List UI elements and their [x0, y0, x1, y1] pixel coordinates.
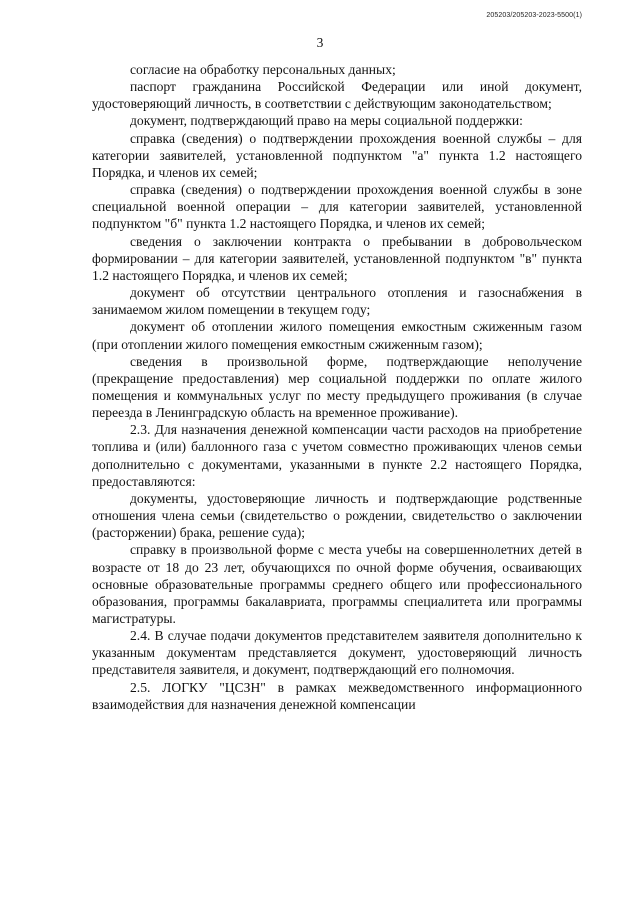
paragraph: сведения о заключении контракта о пребывании в добровольческом формировании – для категории заявителей, установленной подпунктом "в" пункта 1.2 настоящего Порядка, и членов их семей; [92, 233, 582, 283]
document-number: 205203/205203-2023-5500(1) [486, 12, 582, 19]
paragraph: 2.5. ЛОГКУ "ЦСЗН" в рамках межведомственного информационного взаимодействия для назначения денежной компенсации [92, 679, 582, 712]
paragraph: 2.4. В случае подачи документов представителем заявителя дополнительно к указанным документам представляется документ, удостоверяющий личность представителя заявителя, и документ, подтверждающий его полномочия. [92, 628, 582, 678]
paragraph: справка (сведения) о подтверждении прохождения военной службы – для категории заявителей, установленной подпунктом "а" пункта 1.2 настоящего Порядка, и членов их семей; [92, 130, 582, 180]
paragraph: справку в произвольной форме с места учебы на совершеннолетних детей в возрасте от 18 до 23 лет, обучающихся по очной форме обучения, осваивающих основные образовательные программы среднего общего или профессионального образования, программы бакалавриата, программы специалитета или программы магистратуры. [92, 542, 582, 626]
paragraph: паспорт гражданина Российской Федерации или иной документ, удостоверяющий личность, в соответствии с действующим законодательством; [92, 79, 582, 112]
paragraph: справка (сведения) о подтверждении прохождения военной службы в зоне специальной военной операции – для категории заявителей, установленной подпунктом "б" пункта 1.2 настоящего Порядка, и членов их семей; [92, 182, 582, 232]
paragraph: согласие на обработку персональных данных; [130, 62, 396, 77]
paragraph: 2.3. Для назначения денежной компенсации части расходов на приобретение топлива и (или) баллонного газа с учетом совместно проживающих членов семьи дополнительно с документами, указанными в пункте 2.2 настоящего Порядка, предоставляются: [92, 422, 582, 489]
paragraph: документ об отсутствии центрального отопления и газоснабжения в занимаемом жилом помещении в текущем году; [92, 285, 582, 318]
paragraph: документы, удостоверяющие личность и подтверждающие родственные отношения члена семьи (свидетельство о рождении, свидетельство о заключении (расторжении) брака, решение суда); [92, 490, 582, 541]
paragraph: сведения в произвольной форме, подтверждающие неполучение (прекращение предоставления) мер социальной поддержки по оплате жилого помещения и коммунальных услуг по месту предыдущего проживания (в случае переезда в Ленинградскую область на временное проживание). [92, 353, 582, 421]
page-number: 3 [316, 35, 324, 50]
paragraph: документ об отоплении жилого помещения емкостным сжиженным газом (при отоплении жилого помещения емкостным сжиженным газом); [92, 319, 582, 352]
document-body [92, 61, 582, 713]
paragraph: документ, подтверждающий право на меры социальной поддержки: [130, 113, 523, 129]
